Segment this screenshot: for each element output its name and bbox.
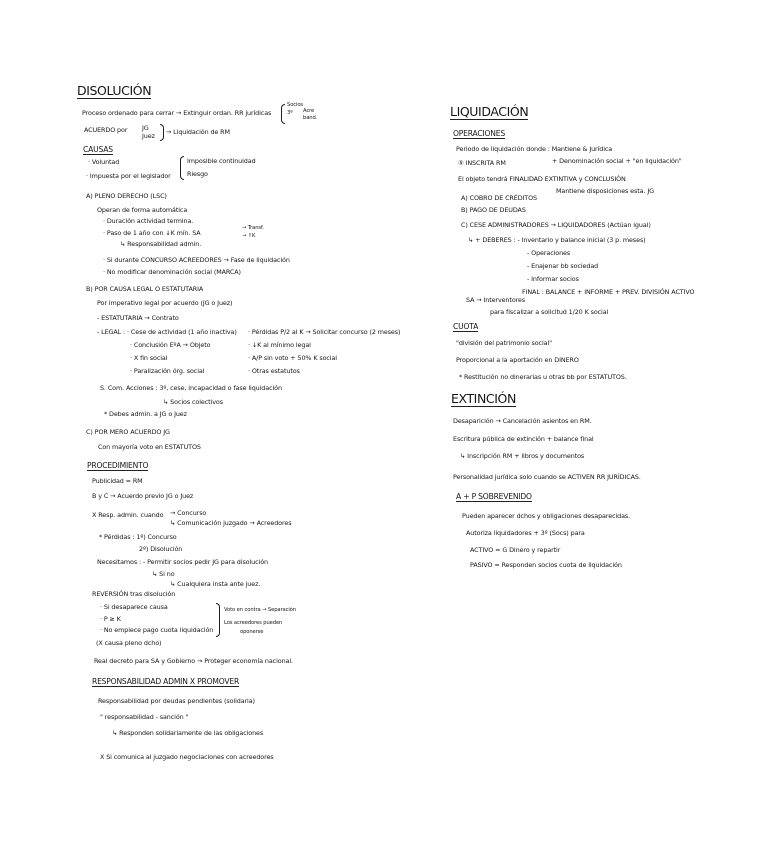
proc-line: Necesitamos : - Permitir socios pedir JG para disolución: [97, 558, 268, 566]
proc-line: * Pérdidas : 1º) Concurso: [99, 533, 177, 541]
ext-line: PASIVO = Responden socios cuota de liquidación: [470, 561, 622, 569]
cuota-heading: CUOTA: [453, 322, 479, 331]
proc-line: REVERSIÓN tras disolución: [92, 590, 176, 598]
operaciones-heading: OPERACIONES: [453, 129, 506, 138]
acuerdo-result: → Liquidación de RM: [166, 128, 230, 136]
seca-line: · Duración actividad termina.: [103, 217, 194, 225]
causa-legislador: · Impuesta por el legislador: [86, 172, 171, 180]
extincion-title: EXTINCIÓN: [451, 391, 516, 406]
brace: [180, 156, 184, 180]
seca-transf: → Transf.: [242, 225, 264, 231]
acuerdo-juez: Juez: [142, 132, 155, 140]
proc-line: · Si desaparece causa: [100, 603, 168, 611]
secb-line: · Conclusión EºA → Objeto: [130, 341, 211, 349]
liq-line: - Enajenar bb sociedad: [527, 262, 599, 270]
causas-heading: CAUSAS: [83, 145, 113, 154]
liq-line: - Operaciones: [527, 249, 571, 257]
seca-heading: A) PLENO DERECHO (LSC): [86, 192, 167, 200]
liq-line: - Informar socios: [527, 275, 579, 283]
resp-line: X Si comunica al juzgado negociaciones con acreedores: [100, 753, 274, 761]
sobrevenido-heading: A + P SOBREVENIDO: [456, 492, 532, 501]
cuota-line: "división del patrimonio social": [456, 339, 552, 347]
proc-line: 2º) Disolución: [139, 545, 183, 553]
note-terceros: 3º: [287, 110, 293, 116]
liq-line: B) PAGO DE DEUDAS: [461, 206, 526, 214]
proc-line: X Resp. admin. cuando: [92, 511, 164, 519]
cuota-line: Proporcional a la aportación en DINERO: [456, 356, 579, 364]
seca-line: · Paso de 1 año con ↓K mín. SA: [103, 229, 201, 237]
disolucion-definition: Proceso ordenado para cerrar → Extinguir ordan. RR jurídicas: [82, 109, 272, 117]
secb-line: · Paralización órg. social: [130, 367, 205, 375]
cuota-line: * Restitución no dinerarias u otras bb por ESTATUTOS.: [459, 373, 627, 381]
ext-line: Escritura pública de extinción + balance final: [453, 435, 594, 443]
proc-line: · P ≥ K: [100, 615, 121, 623]
causa-riesgo: Riesgo: [187, 170, 208, 178]
note-socios: Socios: [287, 102, 304, 108]
secb-line: ↳ Socios colectivos: [163, 398, 223, 406]
disolucion-title: DISOLUCIÓN: [77, 83, 152, 98]
liq-line: ↳ + DEBERES : - Inventario y balance inicial (3 p. meses): [468, 236, 646, 244]
acuerdo-label: ACUERDO por: [84, 126, 128, 134]
liq-line: ⑤ INSCRITA RM: [458, 159, 506, 167]
proc-line: Real decreto para SA y Gobierno → Proteger economía nacional.: [94, 657, 293, 665]
liq-line: FINAL : BALANCE + INFORME + PREV. DIVISIÓN ACTIVO: [522, 288, 695, 296]
causa-imposible: Imposible continuidad: [187, 157, 256, 165]
liq-line: para fiscalizar a solicitud 1/20 K social: [490, 308, 609, 316]
liq-line: El objeto tendrá FINALIDAD EXTINTIVA y CONCLUSIÓN: [458, 175, 626, 183]
proc-line: ↳ Cualquiera insta ante juez.: [170, 580, 261, 588]
liquidacion-title: LIQUIDACIÓN: [450, 104, 529, 119]
proc-line: ↳ Si no: [152, 570, 175, 578]
proc-line: B y C → Acuerdo previo JG o Juez: [92, 492, 194, 500]
secc-line: Con mayoría voto en ESTATUTOS: [98, 443, 201, 451]
seca-incK: → ↑K: [242, 233, 256, 239]
liq-line: Mantiene disposiciones esta. JG: [556, 187, 654, 195]
note-acre: Acre: [303, 108, 315, 114]
secb-line: · X fin social: [130, 354, 168, 362]
seca-line: ↳ Responsabilidad admin.: [120, 240, 202, 248]
note-band: band.: [303, 115, 318, 121]
proc-line: ↳ Comunicación juzgado → Acreedores: [170, 519, 292, 527]
causa-voluntad: · Voluntad: [88, 158, 120, 166]
liq-line: + Denominación social + "en liquidación": [552, 157, 682, 165]
proc-line: · No empiece pago cuota liquidación: [100, 626, 214, 634]
seca-line: · No modificar denominación social (MARCA): [103, 268, 241, 276]
ext-line: Autoriza liquidadores + 3º (Socs) para: [466, 529, 585, 537]
procedimiento-heading: PROCEDIMIENTO: [87, 461, 149, 470]
ext-line: ACTIVO = G Dinero y repartir: [470, 546, 561, 554]
secb-line: * Debes admin. a JG o Juez: [104, 410, 187, 418]
liq-line: C) CESE ADMINISTRADORES → LIQUIDADORES (Actúan igual): [461, 221, 651, 229]
brace: [216, 603, 220, 637]
ext-line: ↳ Inscripción RM + libros y documentos: [460, 452, 585, 460]
resp-line: Responsabilidad por deudas pendientes (solidaria): [98, 697, 255, 705]
secb-heading: B) POR CAUSA LEGAL O ESTATUTARIA: [86, 285, 204, 293]
proc-line: (X causa pleno dcho): [96, 639, 162, 647]
liq-line: Periodo de liquidación donde : Mantiene & Jurídica: [456, 145, 613, 153]
proc-line: Publicidad = RM: [92, 477, 143, 485]
resp-line: " responsabilidad - sanción ": [100, 713, 189, 721]
liq-line: SA → Interventores: [466, 296, 526, 304]
proc-line: → Concurso: [170, 509, 207, 517]
liq-line: A) COBRO DE CRÉDITOS: [461, 194, 538, 202]
proc-line: oponerse: [240, 629, 264, 635]
brace: [281, 104, 285, 124]
resp-line: ↳ Responden solidariamente de las obligaciones: [112, 729, 264, 737]
proc-line: Voto en contra → Separación: [224, 607, 296, 613]
secb-line: - ESTATUTARIA → Contrato: [97, 314, 179, 322]
brace: [160, 124, 164, 141]
secb-line: · Otras estatutos: [248, 367, 300, 375]
secb-line: Por imperativo legal por acuerdo (JG o Juez): [97, 299, 233, 307]
proc-line: Los acreedores pueden: [224, 620, 283, 626]
secc-heading: C) POR MERO ACUERDO JG: [86, 428, 170, 436]
seca-line: · Si durante CONCURSO ACREEDORES → Fase de liquidación: [103, 256, 290, 264]
ext-line: Desaparición → Cancelación asientos en RM.: [453, 417, 592, 425]
seca-line: Operan de forma automática: [97, 206, 188, 214]
secb-line: · ↓K al mínimo legal: [248, 341, 311, 349]
ext-line: Pueden aparecer dchos y obligaciones desaparecidas.: [462, 512, 631, 520]
ext-line: Personalidad jurídica solo cuando se ACTIVEN RR JURÍDICAS.: [453, 473, 641, 481]
secb-line: - LEGAL : · Cese de actividad (1 año inactiva): [97, 328, 237, 336]
secb-line: · Pérdidas P/2 al K → Solicitar concurso (2 meses): [248, 328, 401, 336]
responsabilidad-heading: RESPONSABILIDAD ADMIN X PROMOVER: [92, 677, 240, 686]
secb-line: S. Com. Acciones : 3º, cese, incapacidad o fase liquidación: [100, 384, 282, 392]
acuerdo-jg: JG: [142, 124, 149, 132]
secb-line: · A/P sin voto + 50% K social: [248, 354, 337, 362]
